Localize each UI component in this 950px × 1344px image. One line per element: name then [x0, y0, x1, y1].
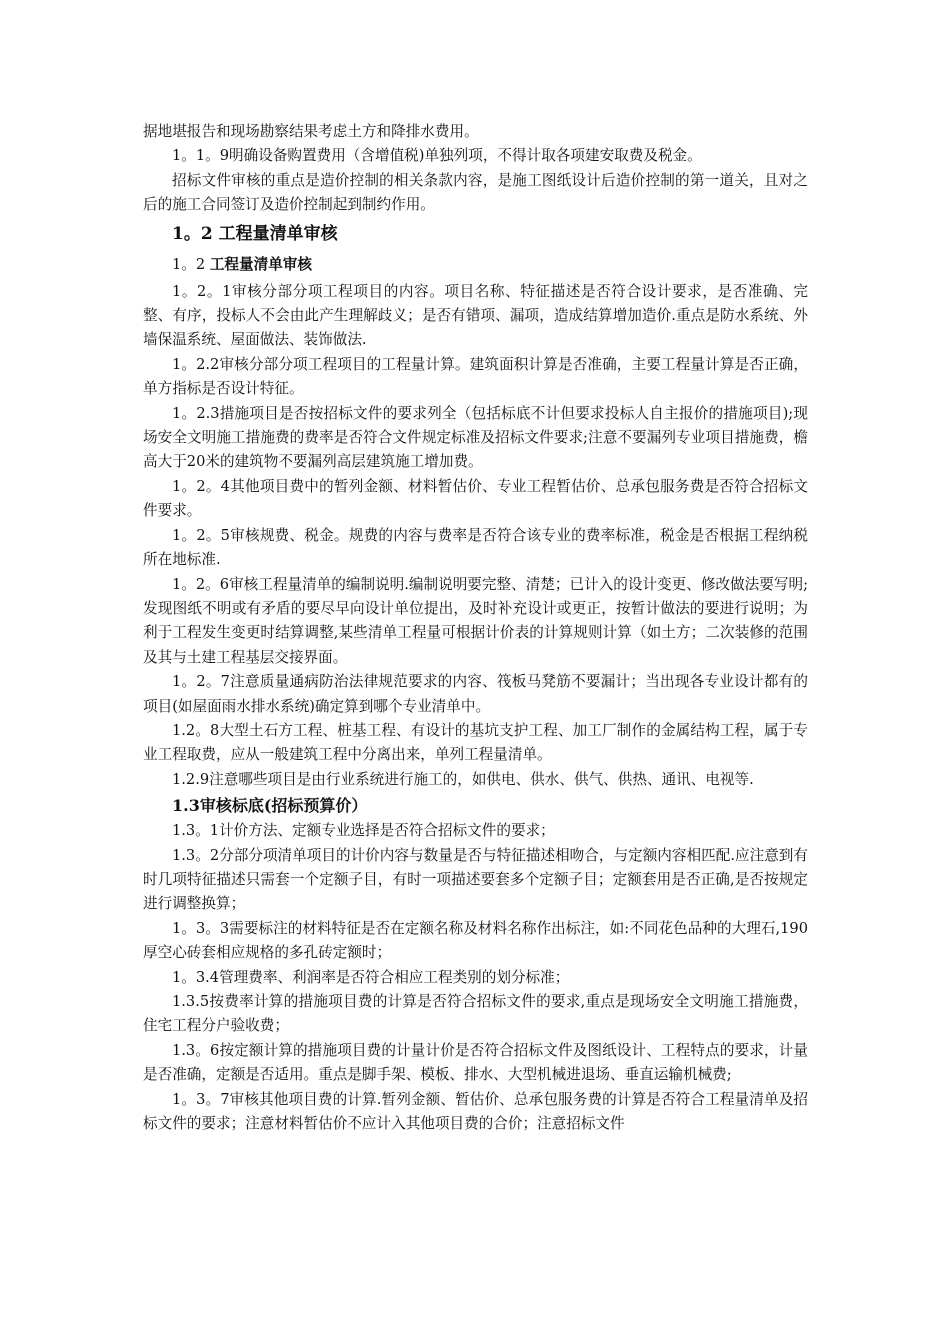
subheading-prefix: 1。2: [172, 255, 210, 273]
list-item: 1。3。3需要标注的材料特征是否在定额名称及材料名称作出标注，如:不同花色品种的大理石,190厚空心砖套相应规格的多孔砖定额时；: [143, 919, 808, 962]
subheading-1-2: [143, 250, 808, 280]
list-item: 1.3。1计价方法、定额专业选择是否符合招标文件的要求；: [172, 822, 555, 840]
list-item: 1.3。2分部分项清单项目的计价内容与数量是否与特征描述相吻合，与定额内容相匹配.应注意到有时几项特征描述只需套一个定额子目，有时一项描述要套多个定额子目；定额套用是否正确,是否按规定进行调整换算；: [143, 846, 808, 913]
list-item: 1。2.3措施项目是否按招标文件的要求列全（包括标底不计但要求投标人自主报价的措施项目);现场安全文明施工措施费的费率是否符合文件规定标准及招标文件要求;注意不要漏列专业项目措施费，檐高大于20米的建筑物不要漏列高层建筑施工增加费。: [143, 404, 808, 471]
document-body: [143, 120, 808, 1136]
list-item: 1。2。6审核工程量清单的编制说明.编制说明要完整、清楚；已计入的设计变更、修改做法要写明;发现图纸不明或有矛盾的要尽早向设计单位提出，及时补充设计或更正，按暂计做法的要进行说明；为利于工程发生变更时结算调整,某些清单工程量可根据计价表的计算规则计算（如土方；二次装修的范围及其与土建工程基层交接界面。: [143, 575, 808, 666]
list-item: 1。2.2审核分部分项工程项目的工程量计算。建筑面积计算是否准确，主要工程量计算是否正确，单方指标是否设计特征。: [143, 355, 808, 398]
list-item: 1.3。6按定额计算的措施项目费的计量计价是否符合招标文件及图纸设计、工程特点的要求，计量是否准确，定额是否适用。重点是脚手架、模板、排水、大型机械进退场、垂直运输机械费;: [143, 1041, 808, 1084]
list-item: 1。2。1审核分部分项工程项目的内容。项目名称、特征描述是否符合设计要求，是否准确、完整、有序，投标人不会由此产生理解歧义；是否有错项、漏项，造成结算增加造价.重点是防水系统、外墙保温系统、屋面做法、装饰做法.: [143, 282, 808, 349]
paragraph: 招标文件审核的重点是造价控制的相关条款内容，是施工图纸设计后造价控制的第一道关，且对之后的施工合同签订及造价控制起到制约作用。: [143, 171, 808, 214]
list-item: 1.3.5按费率计算的措施项目费的计算是否符合招标文件的要求,重点是现场安全文明施工措施费，住宅工程分户验收费；: [143, 993, 808, 1035]
list-item: 1.2。8大型土石方工程、桩基工程、有设计的基坑支护工程、加工厂制作的金属结构工程，属于专业工程取费，应从一般建筑工程中分离出来，单列工程量清单。: [143, 721, 808, 764]
list-item: 1。2。7注意质量通病防治法律规范要求的内容、筏板马凳筋不要漏计；当出现各专业设计都有的项目(如屋面雨水排水系统)确定算到哪个专业清单中。: [143, 673, 808, 715]
list-item: 1.2.9注意哪些项目是由行业系统进行施工的，如供电、供水、供气、供热、通讯、电视等.: [172, 770, 754, 788]
subheading-title: 工程量清单审核: [209, 255, 312, 273]
paragraph: 1。1。9明确设备购置费用（含增值税)单独列项，不得计取各项建安取费及税金。: [172, 147, 702, 165]
section-heading-1-2: 1。2 工程量清单审核: [172, 223, 338, 244]
list-item: 1。3.4管理费率、利润率是否符合相应工程类别的划分标准；: [172, 968, 570, 986]
section-heading-1-3: 1.3审核标底(招标预算价）: [172, 796, 368, 816]
list-item: 1。3。7审核其他项目费的计算.暂列金额、暂估价、总承包服务费的计算是否符合工程量清单及招标文件的要求；注意材料暂估价不应计入其他项目费的合价；注意招标文件: [143, 1090, 808, 1133]
list-item: 1。2。5审核规费、税金。规费的内容与费率是否符合该专业的费率标准，税金是否根据工程纳税所在地标准.: [143, 526, 808, 569]
list-item: 1。2。4其他项目费中的暂列金额、材料暂估价、专业工程暂估价、总承包服务费是否符合招标文件要求。: [143, 477, 808, 520]
paragraph: 据地堪报告和现场勘察结果考虑土方和降排水费用。: [143, 123, 479, 140]
